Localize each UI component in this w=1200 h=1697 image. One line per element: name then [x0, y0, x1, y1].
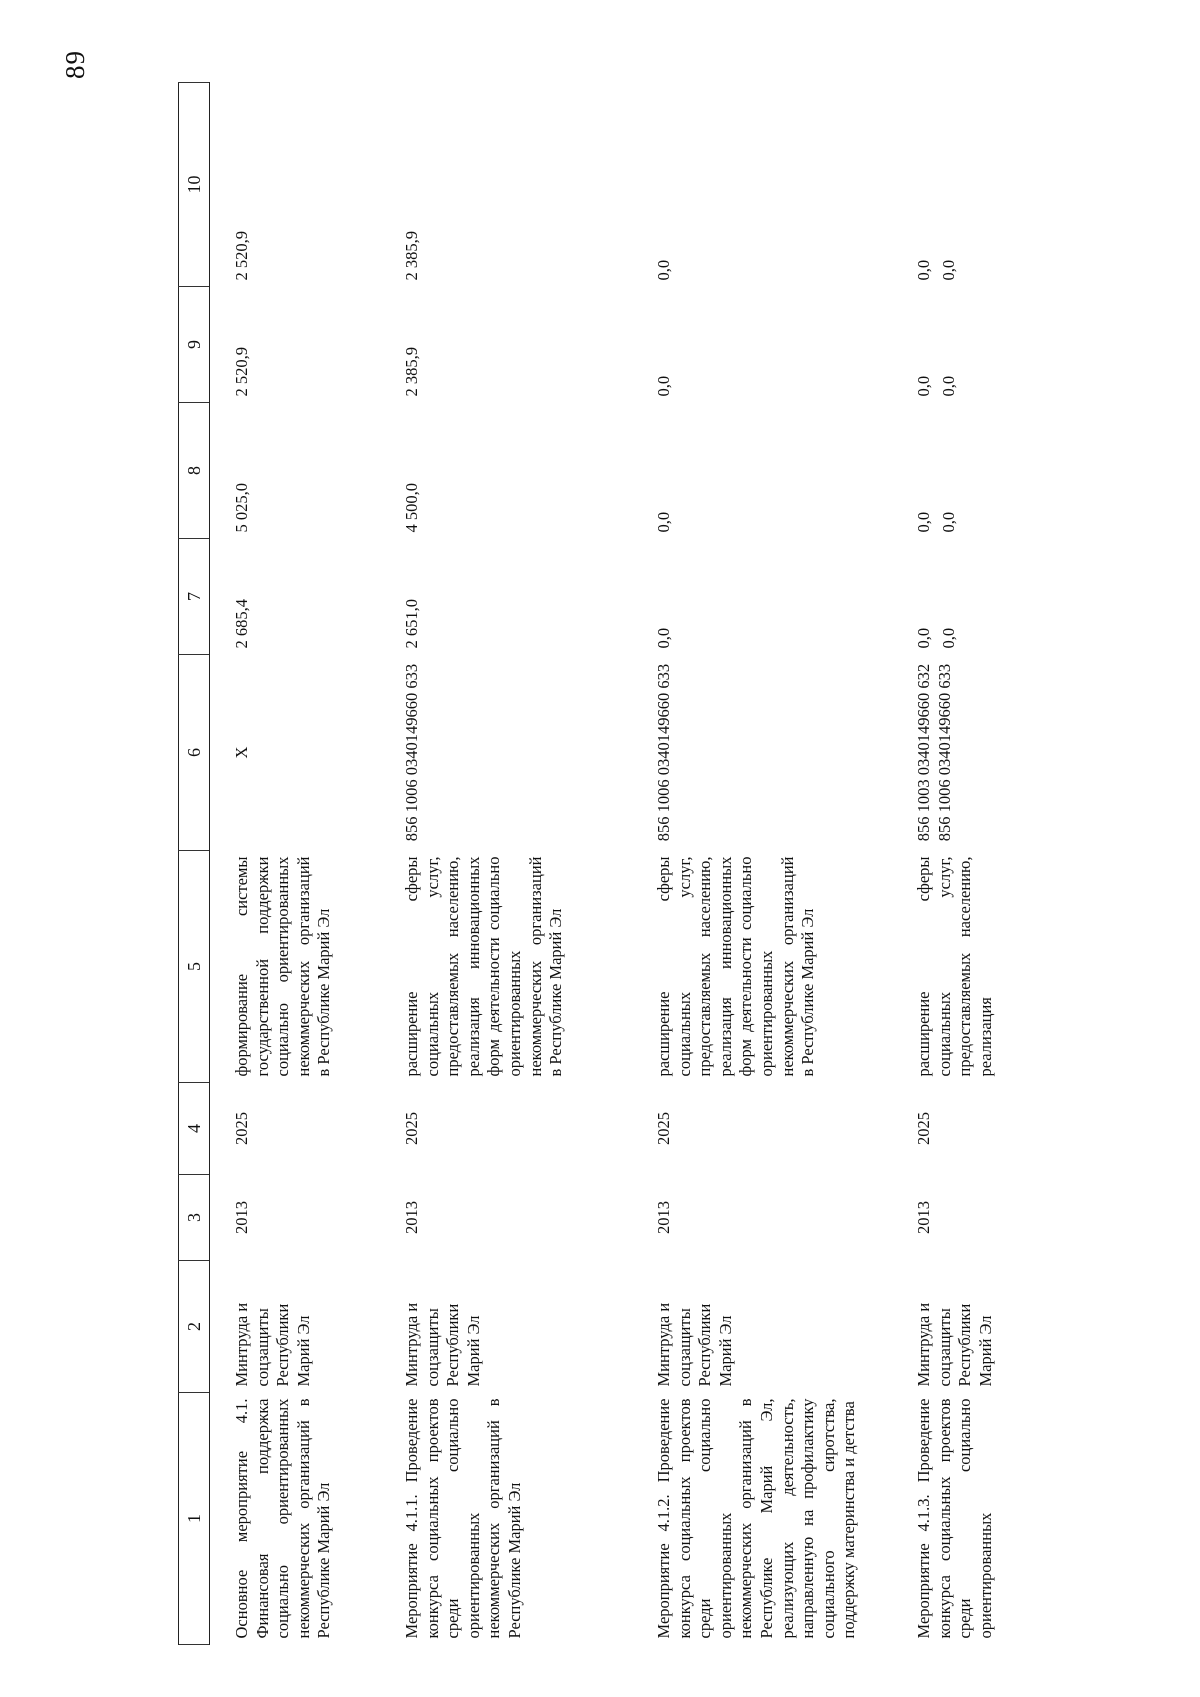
column-header-4: 4: [179, 1083, 210, 1175]
amount-col10: 2 520,9: [232, 231, 251, 281]
budget-code: 856 1006 0340149660 633: [934, 663, 954, 842]
table-row: [210, 83, 381, 1645]
amount-col9: 2 385,9: [402, 347, 421, 397]
expected-result: формирование системы государственной поддержки социально ориентированных некоммерческих организаций в Республике Марий Эл: [232, 856, 334, 1077]
column-header-8: 8: [179, 403, 210, 539]
executor: Минтруда и соцзащиты Республики Марий Эл: [402, 1302, 483, 1387]
amount-col8: 0,0: [654, 511, 673, 533]
start-year: 2013: [232, 1201, 251, 1234]
amount-col10: 0,0: [654, 259, 673, 281]
column-header-7: 7: [179, 539, 210, 655]
amount-col9-second: 0,0: [938, 375, 958, 397]
end-year: 2025: [402, 1112, 421, 1145]
amount-col10-second: 0,0: [938, 259, 958, 281]
table-row: [380, 83, 632, 1645]
budget-code-cell: [632, 655, 892, 851]
budget-code-cell: [380, 655, 632, 851]
amount-col8: 0,0: [914, 511, 933, 533]
page-number: 89: [60, 50, 90, 79]
activity-name: Мероприятие 4.1.3. Проведение конкурса социальных проектов среди социально ориентированных: [914, 1398, 995, 1639]
budget-table: [178, 82, 1004, 1645]
end-year: 2025: [914, 1112, 933, 1145]
budget-code-cell: [210, 655, 381, 851]
column-header-6: 6: [179, 655, 210, 851]
end-year: 2025: [654, 1112, 673, 1145]
amount-col7: 0,0: [654, 627, 673, 649]
budget-code: 856 1006 0340149660 633: [654, 663, 673, 842]
budget-code: 856 1006 0340149660 633: [402, 663, 421, 842]
amount-col7: 0,0: [914, 627, 933, 649]
budget-code: 856 1003 0340149660 632: [914, 663, 933, 842]
column-header-2: 2: [179, 1261, 210, 1393]
start-year: 2013: [914, 1201, 933, 1234]
expected-result: расширение сферы социальных услуг, предоставляемых населению, реализация: [914, 856, 995, 1077]
executor: Минтруда и соцзащиты Республики Марий Эл: [232, 1302, 313, 1387]
activity-name: Мероприятие 4.1.2. Проведение конкурса социальных проектов среди социально ориентированных некоммерческих организаций в Республике Марий Эл, реализующих деятельность, направленную на профилактику социального сиротства, поддержку материнства и детства: [654, 1398, 859, 1639]
expected-result: расширение сферы социальных услуг, предоставляемых населению, реализация инновационных форм деятельности социально ориентированных некоммерческих организаций в Республике Марий Эл: [402, 856, 566, 1077]
amount-col9-cell: [892, 287, 1004, 403]
amount-col7: 2 685,4: [232, 599, 251, 649]
column-header-1: 1: [179, 1393, 210, 1645]
column-header-10: 10: [179, 83, 210, 287]
amount-col8-cell: [892, 403, 1004, 539]
amount-col7-second: 0,0: [938, 627, 958, 649]
column-header-9: 9: [179, 287, 210, 403]
amount-col8-second: 0,0: [938, 511, 958, 533]
amount-col10: 2 385,9: [402, 231, 421, 281]
start-year: 2013: [654, 1201, 673, 1234]
start-year: 2013: [402, 1201, 421, 1234]
amount-col9: 0,0: [914, 375, 933, 397]
amount-col7: 2 651,0: [402, 599, 421, 649]
activity-name: Мероприятие 4.1.1. Проведение конкурса социальных проектов среди социально ориентированных некоммерческих организаций в Республике Марий Эл: [402, 1398, 524, 1639]
activity-name: Основное мероприятие 4.1. Финансовая поддержка социально ориентированных некоммерческих организаций в Республике Марий Эл: [232, 1398, 334, 1639]
amount-col8: 5 025,0: [232, 483, 251, 533]
amount-col9: 2 520,9: [232, 347, 251, 397]
executor: Минтруда и соцзащиты Республики Марий Эл: [914, 1302, 995, 1387]
amount-col9: 0,0: [654, 375, 673, 397]
amount-col7-cell: [892, 539, 1004, 655]
budget-code-cell: [892, 655, 1004, 851]
expected-result: расширение сферы социальных услуг, предоставляемых населению, реализация инновационных форм деятельности социально ориентированных некоммерческих организаций в Республике Марий Эл: [654, 856, 818, 1077]
budget-code: X: [232, 746, 251, 759]
amount-col10: 0,0: [914, 259, 933, 281]
column-number-header: [179, 83, 210, 1645]
table-row: [632, 83, 892, 1645]
amount-col10-cell: [892, 83, 1004, 287]
column-header-5: 5: [179, 851, 210, 1083]
column-header-3: 3: [179, 1175, 210, 1261]
amount-col8: 4 500,0: [402, 483, 421, 533]
executor: Минтруда и соцзащиты Республики Марий Эл: [654, 1302, 735, 1387]
end-year: 2025: [232, 1112, 251, 1145]
table-row: [892, 83, 1004, 1645]
